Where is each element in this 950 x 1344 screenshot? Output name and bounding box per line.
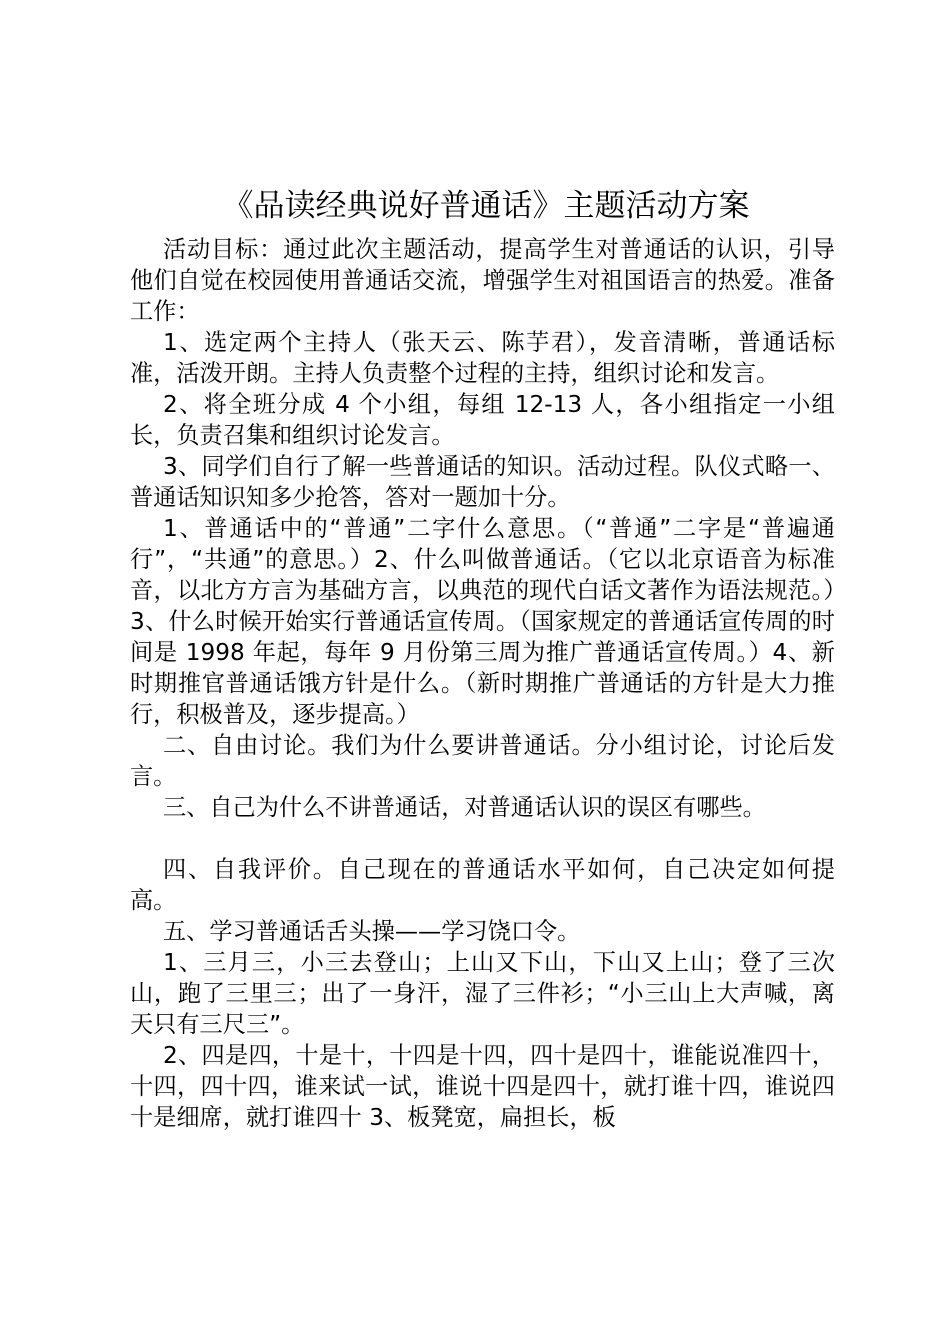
paragraph-prep-2: 2、将全班分成 4 个小组，每组 12-13 人，各小组指定一小组长，负责召集和组织讨论发言。 — [130, 391, 835, 449]
document-title: 《品读经典说好普通话》主题活动方案 — [222, 188, 750, 224]
paragraph-goal: 活动目标：通过此次主题活动，提高学生对普通话的认识，引导他们自觉在校园使用普通话交流，增强学生对祖国语言的热爱。准备工作： — [130, 236, 835, 325]
paragraph-prep-3: 3、同学们自行了解一些普通话的知识。活动过程。队仪式略一、普通话知识知多少抢答，答对一题加十分。 — [130, 453, 835, 511]
paragraph-discussion: 二、自由讨论。我们为什么要讲普通话。分小组讨论，讨论后发言。 — [130, 732, 835, 790]
paragraph-misconceptions: 三、自己为什么不讲普通话，对普通话认识的误区有哪些。 — [163, 794, 766, 821]
paragraph-tongue-twister-intro: 五、学习普通话舌头操——学习饶口令。 — [163, 918, 581, 945]
paragraph-quiz: 1、普通话中的“普通”二字什么意思。（“普通”二字是“普遍通行”，“共通”的意思。）2、什么叫做普通话。（它以北京语音为标准音，以北方方言为基础方言，以典范的现代白话文著作为语法规范。）3、什么时候开始实行普通话宣传周。（国家规定的普通话宣传周的时间是 1998 年起，每年 9 月份第三周为推广普通话宣传周。）4、新时期推官普通话饿方针是什么。（新时期推广普通话的方针是大力推行，积极普及，逐步提高。） — [130, 515, 835, 728]
paragraph-self-evaluation: 四、自我评价。自己现在的普通话水平如何，自己决定如何提高。 — [130, 856, 835, 914]
paragraph-prep-1: 1、选定两个主持人（张天云、陈芋君），发音清晰，普通话标准，活泼开朗。主持人负责整个过程的主持，组织讨论和发言。 — [130, 329, 835, 387]
paragraph-tongue-twister-1: 1、三月三，小三去登山；上山又下山，下山又上山；登了三次山，跑了三里三；出了一身汗，湿了三件衫；“小三山上大声喊，离天只有三尺三”。 — [130, 949, 835, 1038]
paragraph-tongue-twister-2: 2、四是四，十是十，十四是十四，四十是四十，谁能说准四十，十四，四十四，谁来试一试，谁说十四是四十，就打谁十四，谁说四十是细席，就打谁四十 3、板凳宽，扁担长，板 — [130, 1042, 835, 1131]
document-body — [130, 234, 835, 1133]
